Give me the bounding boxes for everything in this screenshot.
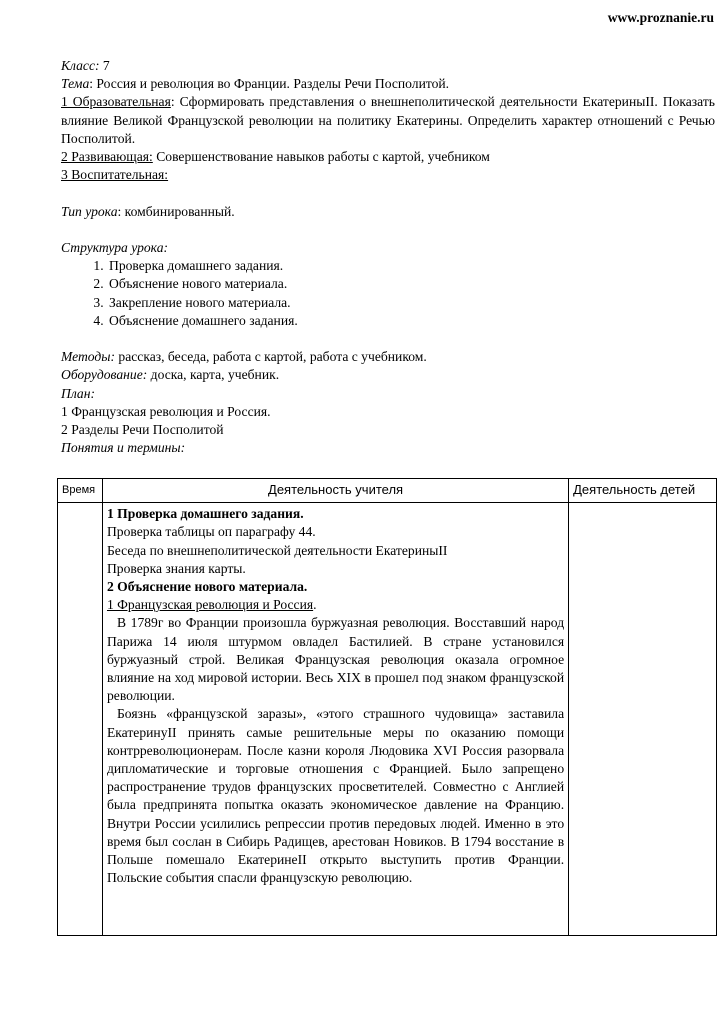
- concepts-label: Понятия и термины:: [61, 440, 186, 456]
- lesson-type: Тип урока: комбинированный.: [61, 203, 235, 219]
- column-header-time: Время: [58, 479, 103, 503]
- lesson-header: [61, 57, 715, 457]
- children-activity-cell: [569, 503, 717, 936]
- table-row: [58, 503, 717, 936]
- step1-title: 1 Проверка домашнего задания.: [106, 506, 304, 522]
- goal-developmental: 2 Развивающая: Совершенствование навыков работы с картой, учебником: [61, 149, 490, 165]
- step1-line: Беседа по внешнеполитической деятельности ЕкатериныII: [106, 542, 448, 558]
- goal-educational: 1 Образовательная: Сформировать представления о внешнеполитической деятельности ЕкатериныII. Показать влияние Великой Французской революции на политику Екатерины. Определить характер отношений с Речью Посполитой.: [61, 94, 715, 146]
- step2-title: 2 Объяснение нового материала.: [106, 579, 308, 595]
- plan-label: План:: [61, 385, 95, 401]
- equipment-line: Оборудование: доска, карта, учебник.: [61, 367, 280, 383]
- lesson-plan-table: [57, 478, 717, 936]
- sub1-title: 1 Французская революция и Россия.: [106, 597, 317, 613]
- table-header-row: [58, 479, 717, 503]
- column-header-teacher: Деятельность учителя: [102, 479, 568, 503]
- class-line: Класс: 7: [61, 58, 110, 73]
- structure-label: Структура урока:: [61, 240, 169, 255]
- plan-item: 1 Французская революция и Россия.: [61, 403, 271, 419]
- list-item: 4. Объяснение домашнего задания.: [107, 312, 715, 330]
- step1-line: Проверка знания карты.: [106, 560, 246, 576]
- site-url[interactable]: www.proznanie.ru: [607, 10, 714, 25]
- methods-line: Методы: рассказ, беседа, работа с картой, работа с учебником.: [61, 349, 427, 365]
- structure-list: [61, 257, 715, 330]
- paragraph-revolution: В 1789г во Франции произошла буржуазная революция. Восставший народ Парижа 14 июля штурмом овладел Бастилией. В стране установился буржуазный строй. Великая Французская революция оказала огромное влияние на ход мировой истории. Весь XIX в прошел под знаком французской революции.: [106, 615, 565, 704]
- teacher-activity-cell: [102, 503, 568, 936]
- time-cell: [58, 503, 103, 936]
- list-item: 3. Закрепление нового материала.: [107, 294, 715, 312]
- paragraph-catherine-policy: Боязнь «французской заразы», «этого страшного чудовища» заставила ЕкатеринуII принять самые решительные меры по оказанию помощи контрреволюционерам. После казни короля Людовика XVI Россия разорвала дипломатические и торговые отношения с Францией. Было запрещено распространение трудов французских просветителей. Совместно с Англией была предпринята попытка оказать экономическое давление на Францию. Внутри России усилились репрессии против передовых людей. Именно в это время был сослан в Сибирь Радищев, арестован Новиков. В 1794 восстание в Польше помешало ЕкатеринеII открыто выступить против Франции. Польские события спасли французскую революцию.: [106, 706, 565, 886]
- list-item: 1. Проверка домашнего задания.: [107, 257, 715, 275]
- goal-upbringing: 3 Воспитательная:: [61, 167, 169, 183]
- topic-line: Тема: Россия и революция во Франции. Разделы Речи Посполитой.: [61, 76, 450, 92]
- list-item: 2. Объяснение нового материала.: [107, 275, 715, 293]
- plan-item: 2 Разделы Речи Посполитой: [61, 422, 224, 438]
- step1-line: Проверка таблицы оп параграфу 44.: [106, 524, 316, 540]
- column-header-children: Деятельность детей: [569, 479, 717, 503]
